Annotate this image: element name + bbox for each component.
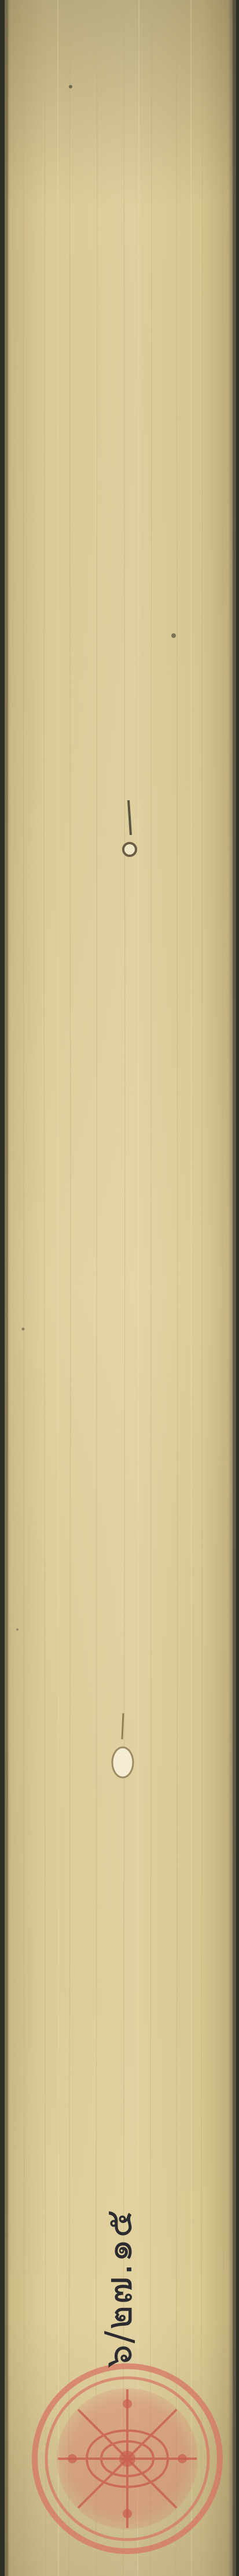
catalog-label-text: ๖/๒๗.๑๕ — [98, 2208, 141, 2368]
catalog-label — [87, 2202, 150, 2375]
red-seal-stamp — [35, 2366, 220, 2551]
